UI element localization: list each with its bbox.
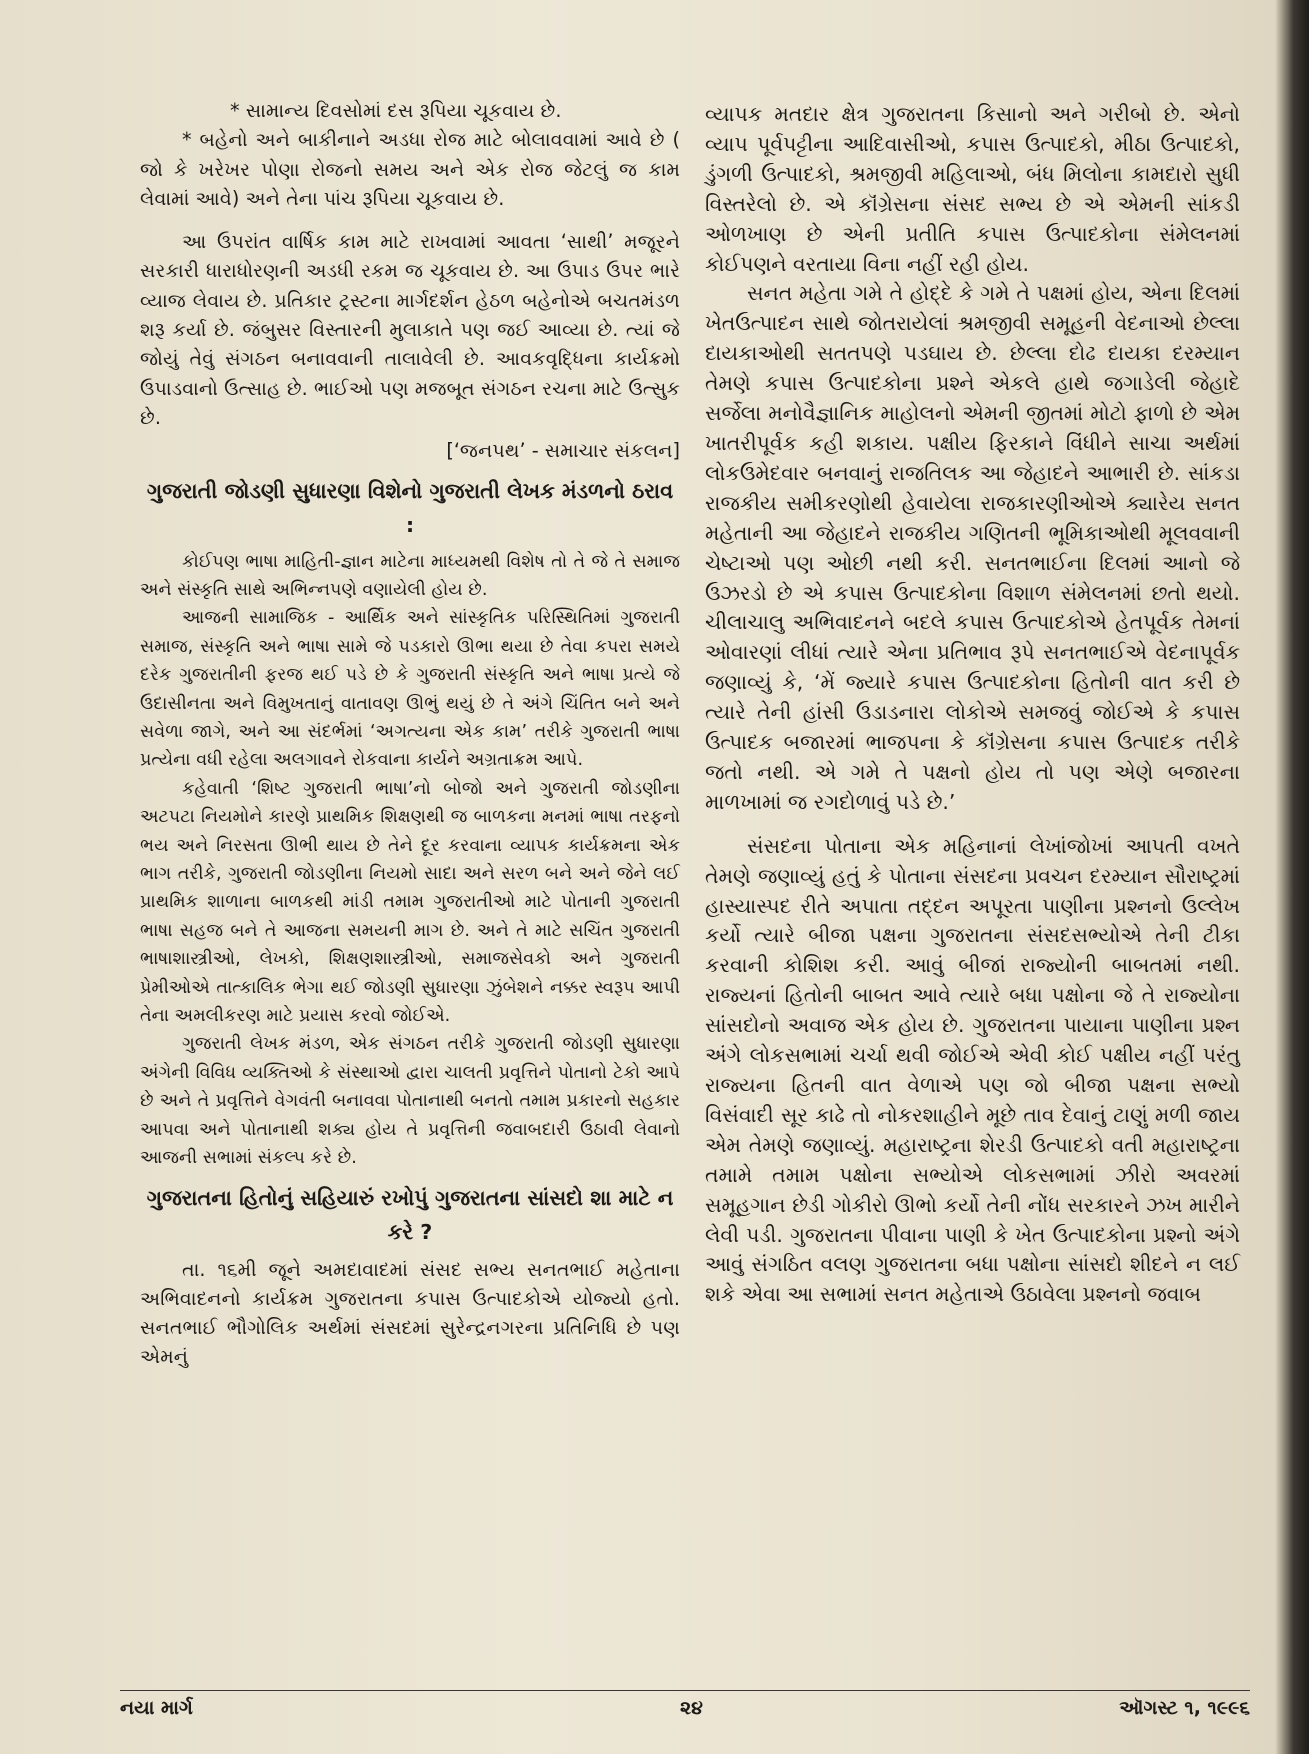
bullet-paragraph-1: * સામાન્ય દિવસોમાં દસ રૂપિયા ચૂકવાય છે. <box>230 99 562 122</box>
body-paragraph: ગુજરાતી લેખક મંડળ, એક સંગઠન તરીકે ગુજરાતી જોડણી સુધારણા અંગેની વિવિધ વ્યક્તિઓ કે સંસ્થાઓ દ્વારા ચાલતી પ્રવૃત્તિને પોતાનો ટેકો આપે છે અને તે પ્રવૃત્તિને વેગવંતી બનાવવા પોતાનાથી બનતો તમામ પ્રકારનો સહકાર આપવા અને પોતાનાથી શક્ય હોય તે પ્રવૃત્તિની જવાબદારી ઉઠાવી લેવાનો આજની સભામાં સંકલ્પ કરે છે. <box>140 1034 680 1169</box>
page-number: ૨૪ <box>680 1697 703 1719</box>
body-paragraph: સનત મહેતા ગમે તે હોદ્દે કે ગમે તે પક્ષમાં હોય, એના દિલમાં ખેતઉત્પાદન સાથે જોતરાયેલાં શ્રમજીવી સમૂહની વેદનાઓ છેલ્લા દાયકાઓથી સતતપણે પડઘાય છે. છેલ્લા દોઢ દાયકા દરમ્યાન તેમણે કપાસ ઉત્પાદકોના પ્રશ્ને એકલે હાથે જગાડેલી જેહાદે સર્જેલા મનોવૈજ્ઞાનિક માહોલનો એમની જીતમાં મોટો ફાળો છે એમ ખાતરીપૂર્વક કહી શકાય. પક્ષીય ફિરકાને વિંધીને સાચા અર્થમાં લોકઉમેદવાર બનવાનું રાજતિલક આ જેહાદને આભારી છે. સાંકડા રાજકીય સમીકરણોથી હેવાયેલા રાજકારણીઓએ ક્યારેય સનત મહેતાની આ જેહાદને રાજકીય ગણિતની ભૂમિકાઓથી મૂલવવાની ચેષ્ટાઓ પણ ઓછી નથી કરી. સનતભાઈના દિલમાં આનો જે ઉઝરડો છે એ કપાસ ઉત્પાદકોના વિશાળ સંમેલનમાં છતો થયો. ચીલાચાલુ અભિવાદનને બદલે કપાસ ઉત્પાદકોએ હેતપૂર્વક તેમનાં ઓવારણાં લીધાં ત્યારે એના પ્રતિભાવ રૂપે સનતભાઈએ વેદનાપૂર્વક જણાવ્યું કે, ‘મેં જ્યારે કપાસ ઉત્પાદકોના હિતોની વાત કરી છે ત્યારે તેની હાંસી ઉડાડનારા લોકોએ સમજવું જોઈએ કે કપાસ ઉત્પાદક બજારમાં ભાજપના કે કૉંગ્રેસના કપાસ ઉત્પાદક તરીકે જતો નથી. એ ગમે તે પક્ષનો હોય તો પણ એણે બજારના માળખામાં જ રગદોળાવું પડે છે.’ <box>705 281 1240 814</box>
issue-date: ઑગસ્ટ ૧, ૧૯૯૬ <box>1119 1697 1250 1719</box>
left-column <box>140 96 680 1372</box>
page-footer <box>120 1690 1250 1719</box>
body-paragraph: કોઈપણ ભાષા માહિતી-જ્ઞાન માટેના માધ્યમથી વિશેષ તો તે જે તે સમાજ અને સંસ્કૃતિ સાથે અભિન્નપણે વણાયેલી હોય છે. <box>140 551 680 600</box>
body-paragraph: સંસદના પોતાના એક મહિનાનાં લેખાંજોખાં આપતી વખતે તેમણે જણાવ્યું હતું કે પોતાના સંસદના પ્રવચન દરમ્યાન સૌરાષ્ટ્રમાં હાસ્યાસ્પદ રીતે અપાતા તદ્દન અપૂરતા પાણીના પ્રશ્નનો ઉલ્લેખ કર્યો ત્યારે બીજા પક્ષના ગુજરાતના સંસદસભ્યોએ તેની ટીકા કરવાની કોશિશ કરી. આવું બીજાં રાજ્યોની બાબતમાં નથી. રાજ્યનાં હિતોની બાબત આવે ત્યારે બધા પક્ષોના જે તે રાજ્યોના સાંસદોનો અવાજ એક હોય છે. ગુજરાતના પાયાના પાણીના પ્રશ્ન અંગે લોકસભામાં ચર્ચા થવી જોઈએ એવી કોઈ પક્ષીય નહીં પરંતુ રાજ્યના હિતની વાત વેળાએ પણ જો બીજા પક્ષના સભ્યો વિસંવાદી સૂર કાઢે તો નોકરશાહીને મૂછે તાવ દેવાનું ટાણું મળી જાય એમ તેમણે જણાવ્યું. મહારાષ્ટ્રના શેરડી ઉત્પાદકો વતી મહારાષ્ટ્રના તમામે તમામ પક્ષોના સભ્યોએ લોકસભામાં ઝીરો અવરમાં સમૂહગાન છેડી ગોકીરો ઊભો કર્યો તેની નોંધ સરકારને ઝખ મારીને લેવી પડી. ગુજરાતના પીવાના પાણી કે ખેત ઉત્પાદકોના પ્રશ્નો અંગે આવું સંગઠિત વલણ ગુજરાતના બધા પક્ષોના સાંસદો શીદને ન લઈ શકે એવા આ સભામાં સનત મહેતાએ ઉઠાવેલા પ્રશ્નનો જવાબ <box>705 833 1240 1307</box>
bullet-paragraph-2: * બહેનો અને બાકીનાને અડધા રોજ માટે બોલાવવામાં આવે છે ( જો કે ખરેખર પોણા રોજનો સમય અને એક રોજ જેટલું જ કામ લેવામાં આવે) અને તેના પાંચ રૂપિયા ચૂકવાય છે. <box>140 128 680 210</box>
section-heading: ગુજરાતી જોડણી સુધારણા વિશેનો ગુજરાતી લેખક મંડળનો ઠરાવ : <box>146 478 674 537</box>
body-paragraph: તા. ૧૬મી જૂને અમદાવાદમાં સંસદ સભ્ય સનતભાઈ મહેતાના અભિવાદનનો કાર્યક્રમ ગુજરાતના કપાસ ઉત્પાદકોએ યોજ્યો હતો. સનતભાઈ ભૌગોલિક અર્થમાં સંસદમાં સુરેન્દ્રનગરના પ્રતિનિધિ છે પણ એમનું <box>140 1257 680 1369</box>
body-paragraph: આજની સામાજિક - આર્થિક અને સાંસ્કૃતિક પરિસ્થિતિમાં ગુજરાતી સમાજ, સંસ્કૃતિ અને ભાષા સામે જે પડકારો ઊભા થયા છે તેવા કપરા સમયે દરેક ગુજરાતીની ફરજ થઈ પડે છે કે ગુજરાતી સંસ્કૃતિ અને ભાષા પ્રત્યે જે ઉદાસીનતા અને વિમુખતાનું વાતાવણ ઊભું થયું છે તે અંગે ચિંતિત બને અને સવેળા જાગે, અને આ સંદર્ભમાં ‘અગત્યના એક કામ’ તરીકે ગુજરાતી ભાષા પ્રત્યેના વધી રહેલા અલગાવને રોકવાના કાર્યને અગ્રતાક્રમ આપે. <box>140 608 680 771</box>
body-paragraph: કહેવાતી ‘શિષ્ટ ગુજરાતી ભાષા’નો બોજો અને ગુજરાતી જોડણીના અટપટા નિયમોને કારણે પ્રાથમિક શિક્ષણથી જ બાળકના મનમાં ભાષા તરફનો ભય અને નિરસતા ઊભી થાય છે તેને દૂર કરવાના વ્યાપક કાર્યક્રમના એક ભાગ તરીકે, ગુજરાતી જોડણીના નિયમો સાદા અને સરળ બને અને જેને લઈ પ્રાથમિક શાળાના બાળકથી માંડી તમામ ગુજરાતીઓ માટે પોતાની ગુજરાતી ભાષા સહજ બને તે આજના સમયની માગ છે. અને તે માટે સચિંત ગુજરાતી ભાષાશાસ્ત્રીઓ, લેખકો, શિક્ષણશાસ્ત્રીઓ, સમાજસેવકો અને ગુજરાતી પ્રેમીઓએ તાત્કાલિક ભેગા થઈ જોડણી સુધારણા ઝુંબેશને નક્કર સ્વરૂપ આપી તેના અમલીકરણ માટે પ્રયાસ કરવો જોઈએ. <box>140 778 680 1027</box>
right-column <box>705 100 1240 1310</box>
publication-name: નયા માર્ગ <box>120 1697 193 1719</box>
body-paragraph: વ્યાપક મતદાર ક્ષેત્ર ગુજરાતના કિસાનો અને ગરીબો છે. એનો વ્યાપ પૂર્વપટ્ટીના આદિવાસીઓ, કપાસ ઉત્પાદકો, મીઠા ઉત્પાદકો, ડુંગળી ઉત્પાદકો, શ્રમજીવી મહિલાઓ, બંધ મિલોના કામદારો સુધી વિસ્તરેલો છે. એ કૉંગ્રેસના સંસદ સભ્ય છે એ એમની સાંકડી ઓળખાણ છે એની પ્રતીતિ કપાસ ઉત્પાદકોના સંમેલનમાં કોઈપણને વરતાયા વિના નહીં રહી હોય. <box>705 102 1240 276</box>
section-heading: ગુજરાતના હિતોનું સહિયારું રખોપું ગુજરાતના સાંસદો શા માટે ન કરે ? <box>146 1185 674 1244</box>
body-paragraph: આ ઉપરાંત વાર્ષિક કામ માટે રાખવામાં આવતા ‘સાથી’ મજૂરને સરકારી ધારાધોરણની અડધી રકમ જ ચૂકવાય છે. આ ઉપાડ ઉપર ભારે વ્યાજ લેવાય છે. પ્રતિકાર ટ્રસ્ટના માર્ગદર્શન હેઠળ બહેનોએ બચતમંડળ શરૂ કર્યા છે. જંબુસર વિસ્તારની મુલાકાતે પણ જઈ આવ્યા છે. ત્યાં જે જોયું તેવું સંગઠન બનાવવાની તાલાવેલી છે. આવકવૃદ્ધિના કાર્યક્રમો ઉપાડવાનો ઉત્સાહ છે. ભાઈઓ પણ મજબૂત સંગઠન રચના માટે ઉત્સુક છે. <box>140 230 680 429</box>
torn-page-edge <box>1275 0 1309 1754</box>
source-citation: [‘જનપથ’ - સમાચાર સંકલન] <box>446 439 680 463</box>
